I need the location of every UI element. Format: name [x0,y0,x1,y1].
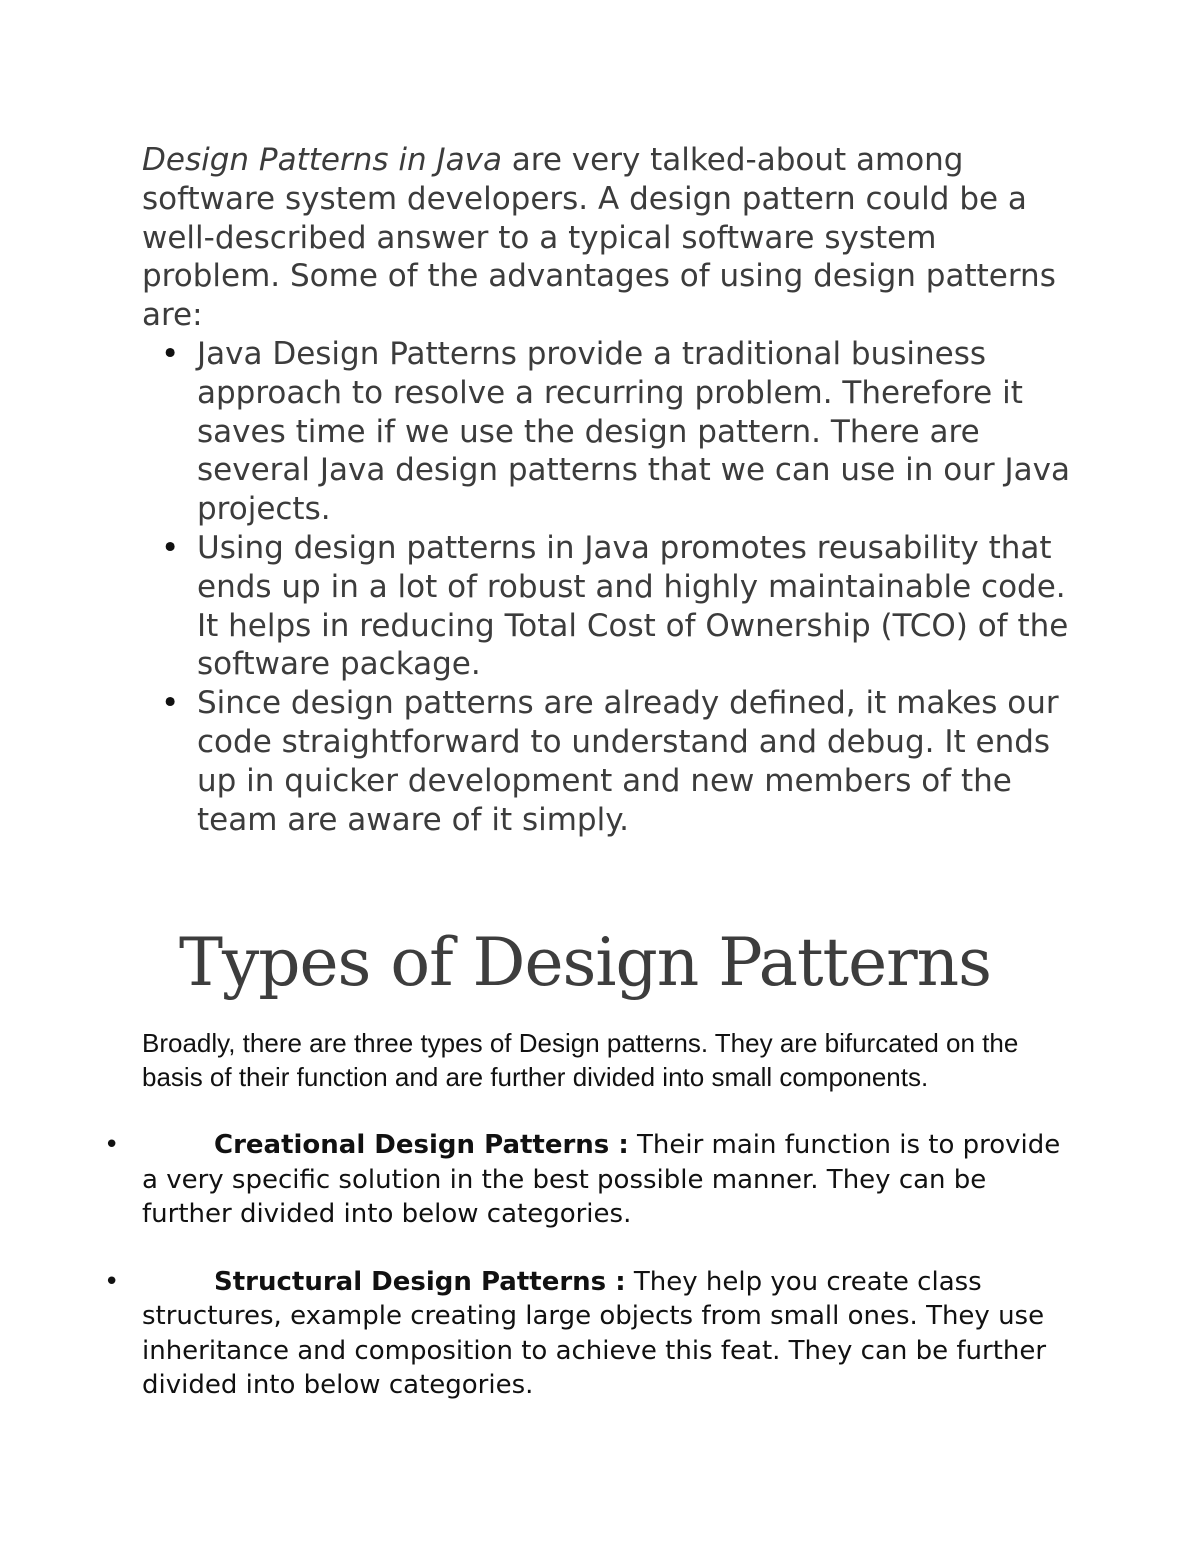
type-item [104,1265,1082,1403]
type-item [104,1128,1082,1232]
type-description: Their main function is to provide a very specific solution in the best possible manner. They can be further divided into below categories. [142,1130,1061,1229]
bullet-icon: • [161,336,180,372]
benefit-text: Since design patterns are already defined, it makes our code straightforward to understand and debug. It ends up in quicker development and new members of the team are aware of it simply. [197,685,1059,838]
types-list [104,1128,1082,1436]
benefit-item [142,684,1082,839]
bullet-icon: • [104,1266,120,1297]
intro-text: are very talked-about among software system developers. A design pattern could be a well-described answer to a typical software system problem. Some of the advantages of using design patterns are: [142,142,1056,334]
bullet-icon: • [161,685,180,722]
benefits-list [142,335,1082,839]
benefit-item [142,529,1082,684]
benefit-text: Using design patterns in Java promotes reusability that ends up in a lot of robust and highly maintainable code. It helps in reducing Total Cost of Ownership (TCO) of the software package. [197,529,1069,683]
type-title: Creational Design Patterns : [214,1130,629,1160]
intro-italic-lead: Design Patterns in Java [142,142,502,178]
intro-paragraph [142,141,1082,335]
type-title: Structural Design Patterns : [214,1266,626,1297]
benefit-text: Java Design Patterns provide a traditional business approach to resolve a recurring problem. Therefore it saves time if we use the design pattern. There are several Java design patterns that we can use in our Java projects. [197,336,1070,528]
benefit-item [142,335,1082,529]
bullet-icon: • [104,1130,120,1160]
types-intro-paragraph: Broadly, there are three types of Design patterns. They are bifurcated on the basis of their function and are further divided into small components. [142,1028,1019,1092]
section-heading: Types of Design Patterns [178,924,992,1001]
type-description: They help you create class structures, example creating large objects from small ones. They use inheritance and composition to achieve this feat. They can be further divided into below categories. [142,1266,1047,1400]
bullet-icon: • [161,529,180,566]
